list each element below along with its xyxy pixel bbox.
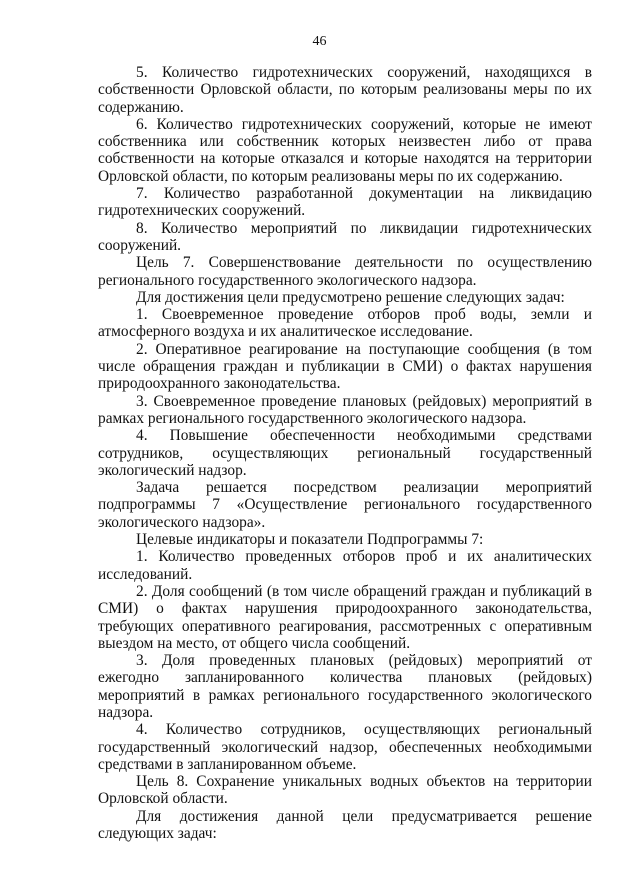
paragraph: 2. Оперативное реагирование на поступающие сообщения (в том числе обращения граждан и публикации в СМИ) о фактах нарушения природоохранного законодательства.	[98, 340, 592, 393]
paragraph: 4. Повышение обеспеченности необходимыми средствами сотрудников, осуществляющих региональный государственный экологический надзор.	[98, 427, 592, 479]
document-body	[98, 64, 592, 842]
paragraph: 7. Количество разработанной документации на ликвидацию гидротехнических сооружений.	[98, 185, 592, 220]
paragraph: 5. Количество гидротехнических сооружений, находящихся в собственности Орловской области, по которым реализованы меры по их содержанию.	[98, 64, 592, 116]
paragraph: 8. Количество мероприятий по ликвидации гидротехнических сооружений.	[98, 219, 592, 254]
paragraph: 4. Количество сотрудников, осуществляющих региональный государственный экологический надзор, обеспеченных необходимыми средствами в запланированном объеме.	[98, 721, 592, 773]
paragraph: Целевые индикаторы и показатели Подпрограммы 7:	[136, 531, 484, 549]
paragraph: Для достижения данной цели предусматривается решение следующих задач:	[98, 807, 592, 843]
paragraph: 2. Доля сообщений (в том числе обращений граждан и публикаций в СМИ) о фактах нарушения природоохранного законодательства, требующих оперативного реагирования, рассмотренных с оперативным выездом на место, от общего числа сообщений.	[98, 582, 592, 652]
paragraph: Цель 7. Совершенствование деятельности по осуществлению регионального государственного экологического надзора.	[98, 254, 592, 289]
paragraph: 6. Количество гидротехнических сооружений, которые не имеют собственника или собственник которых неизвестен либо от права собственности на которые отказался и которые находятся на территории Орловской области, по которым реализованы меры по их содержанию.	[98, 115, 592, 185]
paragraph: 1. Количество проведенных отборов проб и их аналитических исследований.	[98, 548, 592, 583]
paragraph: Цель 8. Сохранение уникальных водных объектов на территории Орловской области.	[98, 773, 592, 808]
paragraph: 1. Своевременное проведение отборов проб воды, земли и атмосферного воздуха и их аналитическое исследование.	[98, 306, 592, 341]
paragraph: 3. Своевременное проведение плановых (рейдовых) мероприятий в рамках регионального государственного экологического надзора.	[98, 392, 592, 427]
page-number: 46	[312, 34, 327, 49]
paragraph: 3. Доля проведенных плановых (рейдовых) мероприятий от ежегодно запланированного количества плановых (рейдовых) мероприятий в рамках регионального государственного экологического надзора.	[98, 652, 592, 721]
paragraph: Задача решается посредством реализации мероприятий подпрограммы 7 «Осуществление регионального государственного экологического надзора».	[98, 479, 592, 531]
paragraph: Для достижения цели предусмотрено решение следующих задач:	[136, 288, 565, 306]
